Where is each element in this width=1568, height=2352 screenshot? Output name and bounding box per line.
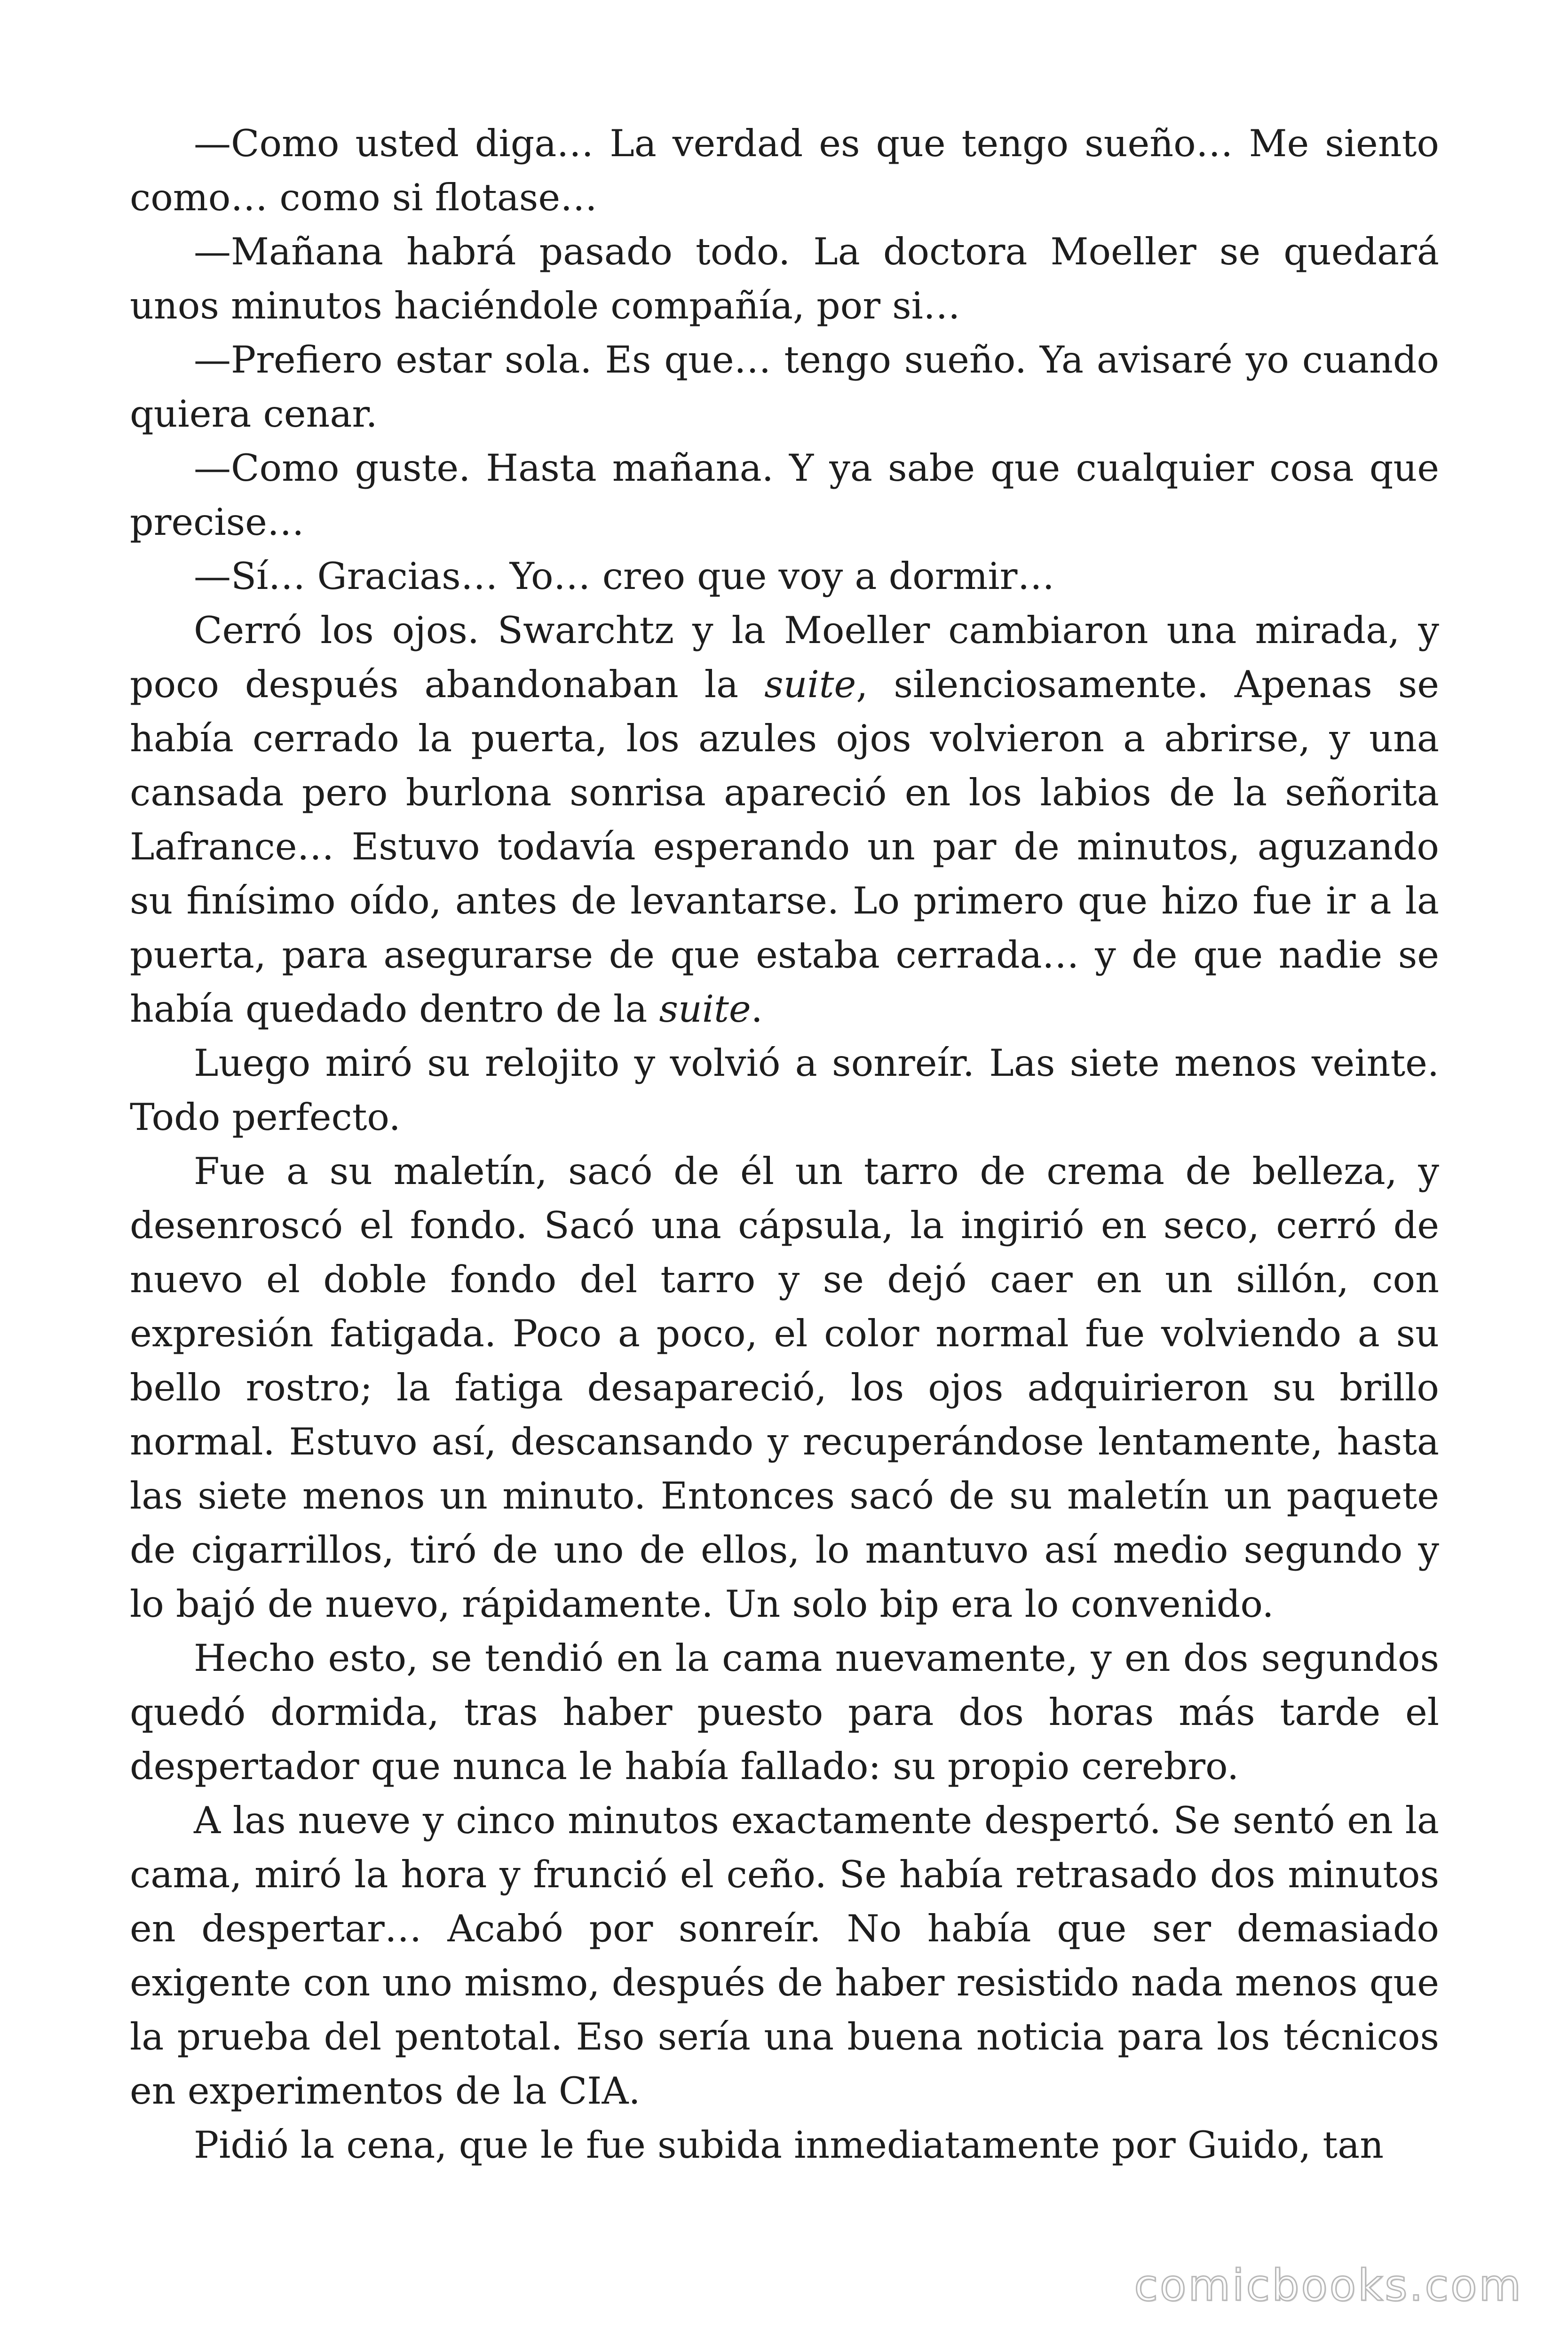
paragraph-7: Luego miró su relojito y volvió a sonreír. Las siete menos veinte. Todo perfecto.	[130, 1041, 1439, 1139]
paragraph-11: Pidió la cena, que le fue subida inmediatamente por Guido, tan	[194, 2123, 1384, 2167]
paragraph-9: Hecho esto, se tendió en la cama nuevamente, y en dos segundos quedó dormida, tras haber puesto para dos horas más tarde el despertador que nunca le había fallado: su propio cerebro.	[130, 1637, 1439, 1788]
paragraph-1: —Como usted diga… La verdad es que tengo sueño… Me siento como… como si flotase…	[130, 122, 1439, 219]
italic-term: suite	[764, 663, 856, 706]
paragraph-3: —Prefiero estar sola. Es que… tengo sueño. Ya avisaré yo cuando quiera cenar.	[130, 338, 1439, 436]
paragraph-4: —Como guste. Hasta mañana. Y ya sabe que cualquier cosa que precise…	[130, 446, 1439, 544]
paragraph-2: —Mañana habrá pasado todo. La doctora Moeller se quedará unos minutos haciéndole compañía, por si…	[130, 230, 1439, 327]
body-text	[130, 117, 1439, 2172]
italic-term: suite	[659, 987, 751, 1031]
watermark: comicbooks.com	[1134, 2260, 1523, 2311]
paragraph-6: Cerró los ojos. Swarchtz y la Moeller cambiaron una mirada, y poco después abandonaban la suite, silenciosamente. Apenas se había cerrado la puerta, los azules ojos volvieron a abrirse, y una cansada pero burlona sonrisa apareció en los labios de la señorita Lafrance… Estuvo todavía esperando un par de minutos, aguzando su finísimo oído, antes de levantarse. Lo primero que hizo fue ir a la puerta, para asegurarse de que estaba cerrada… y de que nadie se había quedado dentro de la suite.	[130, 609, 1439, 1031]
paragraph-5: —Sí… Gracias… Yo… creo que voy a dormir…	[194, 555, 1055, 598]
paragraph-10: A las nueve y cinco minutos exactamente despertó. Se sentó en la cama, miró la hora y frunció el ceño. Se había retrasado dos minutos en despertar… Acabó por sonreír. No había que ser demasiado exigente con uno mismo, después de haber resistido nada menos que la prueba del pentotal. Eso sería una buena noticia para los técnicos en experimentos de la CIA.	[130, 1799, 1439, 2113]
paragraph-8: Fue a su maletín, sacó de él un tarro de crema de belleza, y desenroscó el fondo. Sacó una cápsula, la ingirió en seco, cerró de nuevo el doble fondo del tarro y se dejó caer en un sillón, con expresión fatigada. Poco a poco, el color normal fue volviendo a su bello rostro; la fatiga desapareció, los ojos adquirieron su brillo normal. Estuvo así, descansando y recuperándose lentamente, hasta las siete menos un minuto. Entonces sacó de su maletín un paquete de cigarrillos, tiró de uno de ellos, lo mantuvo así medio segundo y lo bajó de nuevo, rápidamente. Un solo bip era lo convenido.	[130, 1150, 1439, 1626]
